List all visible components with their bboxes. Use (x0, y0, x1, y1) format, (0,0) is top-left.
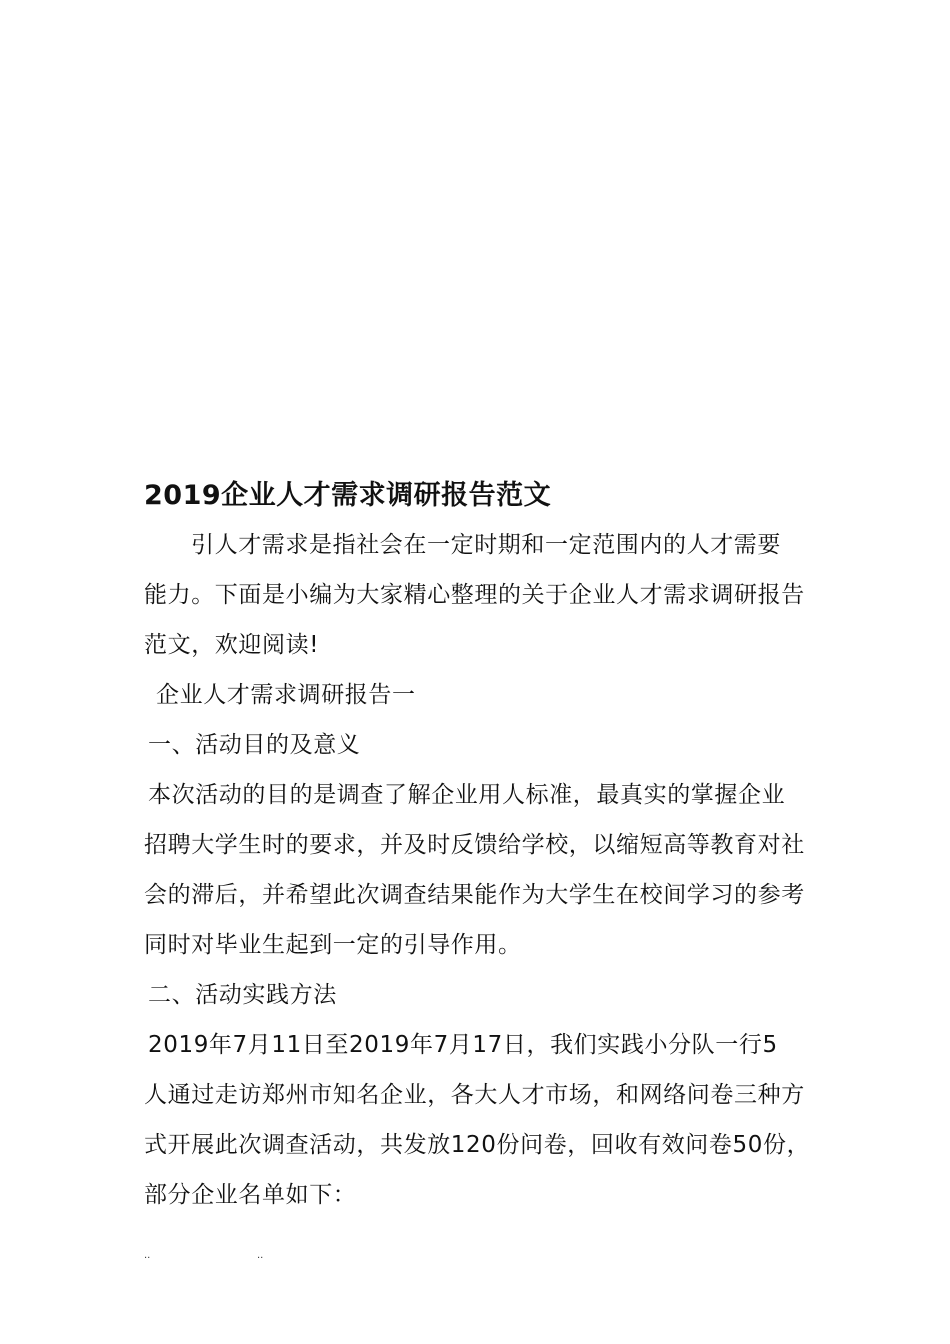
section2-line-3: 式开展此次调查活动，共发放120份问卷，回收有效问卷50份， (144, 1132, 811, 1158)
section2-line-4: 部分企业名单如下： (144, 1182, 357, 1208)
section1-line-4: 同时对毕业生起到一定的引导作用。 (144, 932, 522, 958)
footer-mark-left: .. (144, 1250, 151, 1261)
intro-line-1: 引人才需求是指社会在一定时期和一定范围内的人才需要 (191, 532, 781, 558)
section1-line-2: 招聘大学生时的要求，并及时反馈给学校，以缩短高等教育对社 (144, 832, 805, 858)
report-heading: 企业人才需求调研报告一 (156, 682, 416, 708)
section2-line-2: 人通过走访郑州市知名企业，各大人才市场，和网络问卷三种方 (144, 1082, 805, 1108)
section1-line-1: 本次活动的目的是调查了解企业用人标准，最真实的掌握企业 (148, 782, 786, 808)
section1-heading: 一、活动目的及意义 (148, 732, 361, 758)
document-title: 2019企业人才需求调研报告范文 (144, 480, 552, 511)
intro-line-3: 范文，欢迎阅读! (144, 632, 320, 658)
intro-line-2: 能力。下面是小编为大家精心整理的关于企业人才需求调研报告 (144, 582, 805, 608)
section2-heading: 二、活动实践方法 (148, 982, 337, 1008)
footer-mark-right: .. (257, 1250, 264, 1261)
section2-line-1: 2019年7月11日至2019年7月17日，我们实践小分队一行5 (148, 1032, 778, 1058)
section1-line-3: 会的滞后，并希望此次调查结果能作为大学生在校间学习的参考 (144, 882, 805, 908)
